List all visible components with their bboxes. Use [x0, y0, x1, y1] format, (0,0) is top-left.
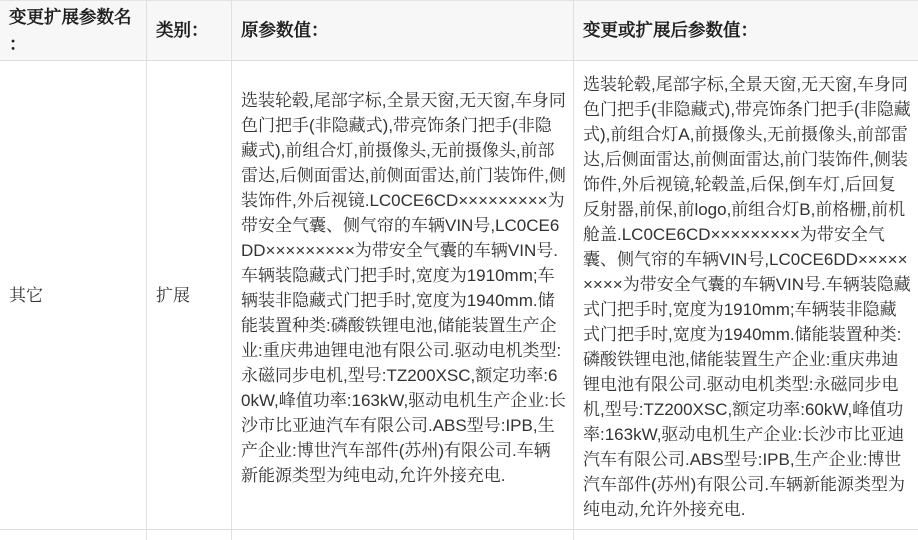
header-category-label: 类别：: [156, 20, 209, 40]
table-row-category-cell: [147, 61, 232, 530]
table-row-param-name-cell: [0, 61, 147, 530]
param-name-value: 其它: [9, 285, 43, 305]
table-row-original-value-cell: 选装轮毂,尾部字标,全景天窗,无天窗,车身同色门把手(非隐藏式),带亮饰条门把手(非隐藏式),前组合灯,前摄像头,无前摄像头,前部雷达,后侧面雷达,前侧面雷达,前门装饰件,侧装饰件,外后视镜.LC0CE6CD×××××××××为带安全气囊、侧气帘的车辆VIN号,LC0CE6DD×××××××××为带安全气囊的车辆VIN号.车辆装隐藏式门把手时,宽度为1910mm;车辆装非隐藏式门把手时,宽度为1940mm.储能装置种类:磷酸铁锂电池,储能装置生产企业:重庆弗迪锂电池有限公司.驱动电机类型:永磁同步电机,型号:TZ200XSC,额定功率:60kW,峰值功率:163kW,驱动电机生产企业:长沙市比亚迪汽车有限公司.ABS型号:IPB,生产企业:博世汽车部件(苏州)有限公司.车辆新能源类型为纯电动,允许外接充电.: [232, 61, 574, 530]
category-value: 扩展: [156, 285, 190, 305]
header-param-name-label: 变更扩展参数名：: [9, 6, 132, 54]
header-changed-value-label: 变更或扩展后参数值：: [583, 20, 758, 40]
next-row-param-name-cell: [0, 530, 147, 540]
header-changed-value: [574, 1, 918, 61]
header-param-name: [0, 1, 147, 61]
header-original-value: [232, 1, 574, 61]
next-row-changed-value-cell: [574, 530, 918, 540]
next-row-category-cell: [147, 530, 232, 540]
header-category: [147, 1, 232, 61]
table-row-changed-value-cell: 选装轮毂,尾部字标,全景天窗,无天窗,车身同色门把手(非隐藏式),带亮饰条门把手(非隐藏式),前组合灯A,前摄像头,无前摄像头,前部雷达,后侧面雷达,前侧面雷达,前门装饰件,侧装饰件,外后视镜,轮毂盖,后保,倒车灯,后回复反射器,前保,前logo,前组合灯B,前格栅,前机舱盖.LC0CE6CD×××××××××为带安全气囊、侧气帘的车辆VIN号,LC0CE6DD×××××××××为带安全气囊的车辆VIN号.车辆装隐藏式门把手时,宽度为1910mm;车辆装非隐藏式门把手时,宽度为1940mm.储能装置种类:磷酸铁锂电池,储能装置生产企业:重庆弗迪锂电池有限公司.驱动电机类型:永磁同步电机,型号:TZ200XSC,额定功率:60kW,峰值功率:163kW,驱动电机生产企业:长沙市比亚迪汽车有限公司.ABS型号:IPB,生产企业:博世汽车部件(苏州)有限公司.车辆新能源类型为纯电动,允许外接充电.: [574, 61, 918, 530]
next-row-original-value-cell: [232, 530, 574, 540]
header-original-value-label: 原参数值：: [241, 20, 329, 40]
